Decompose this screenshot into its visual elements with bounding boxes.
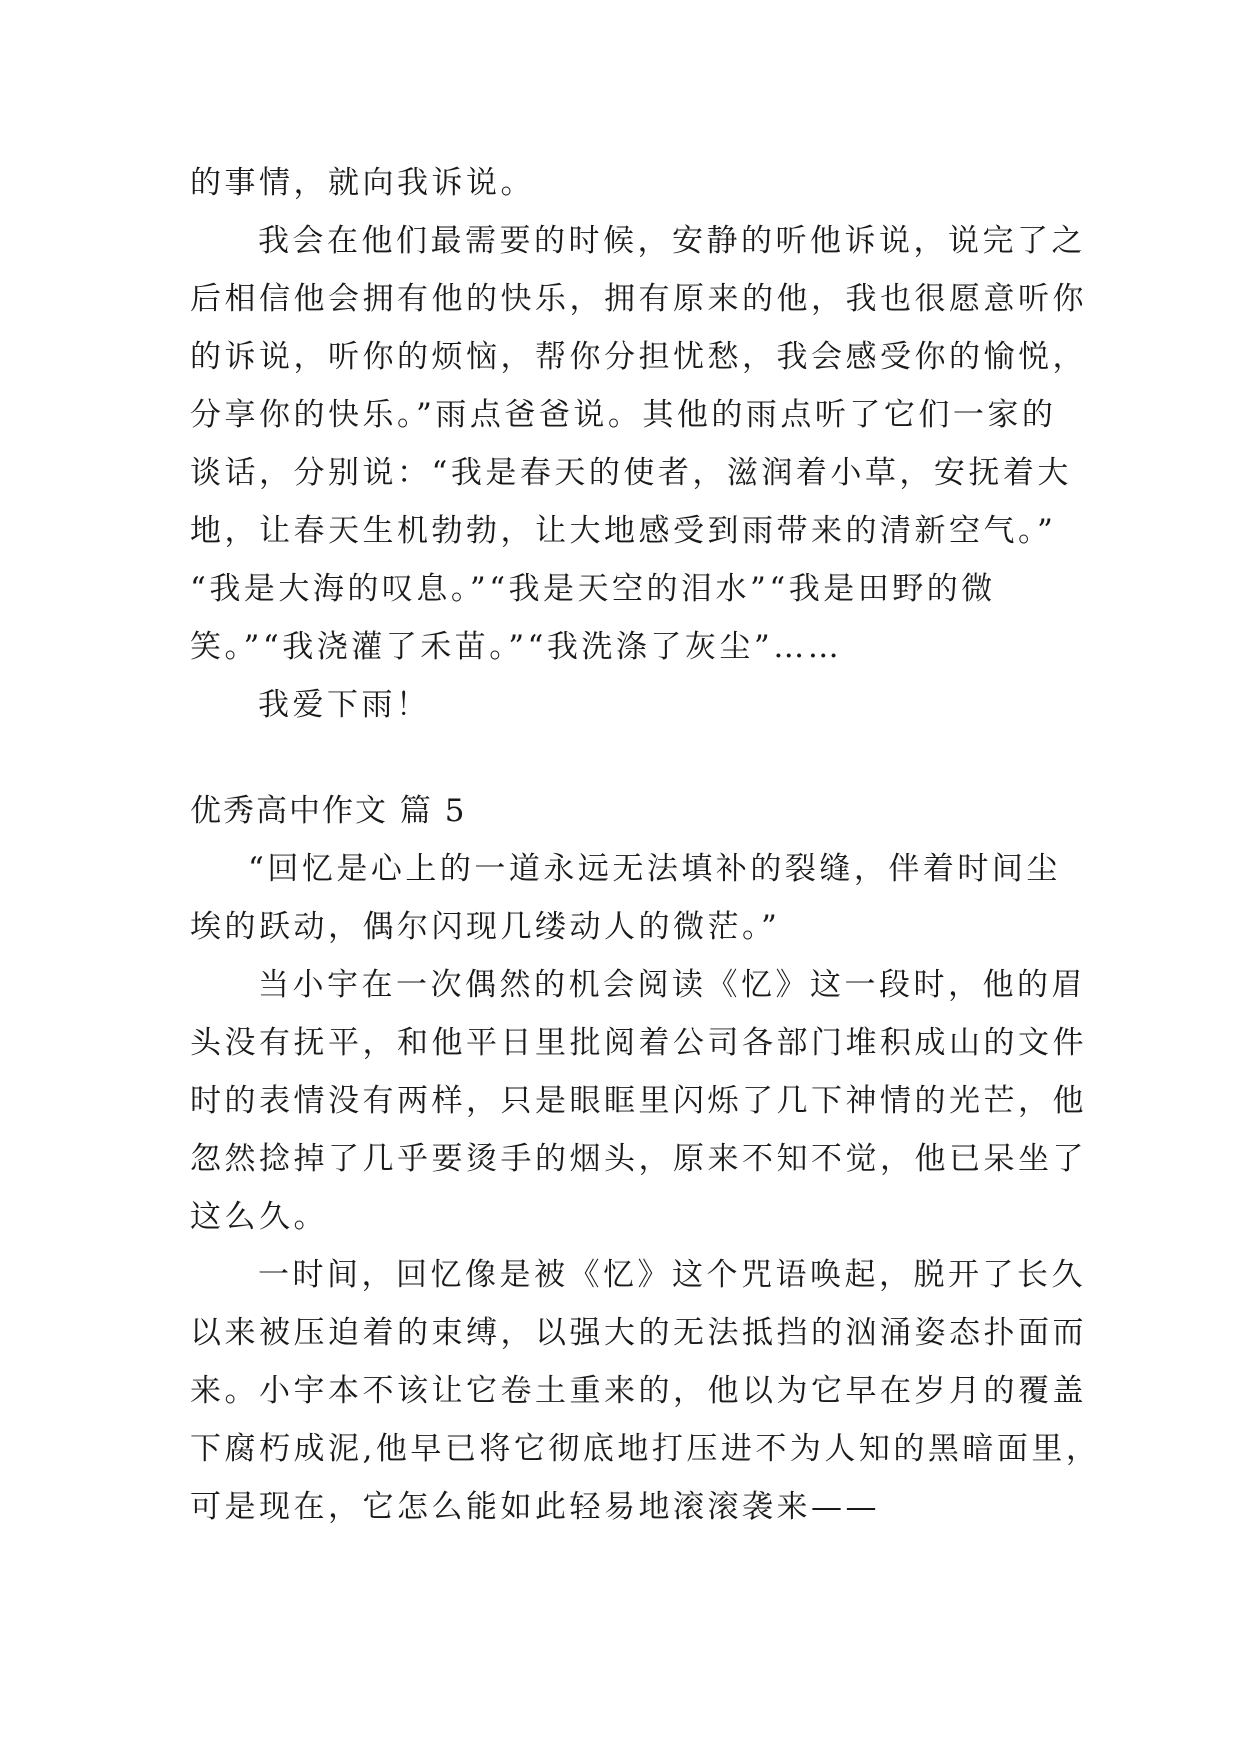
quote-start-line: “回忆是心上的一道永远无法填补的裂缝，伴着时间尘 <box>248 851 1061 887</box>
text-line: 埃的跃动，偶尔闪现几缕动人的微茫。” <box>190 909 781 945</box>
text-line: 以来被压迫着的束缚，以强大的无法抵挡的汹涌姿态扑面而 <box>190 1315 1087 1351</box>
text-line: 笑。”“我浇灌了禾苗。”“我洗涤了灰尘”…… <box>190 629 843 665</box>
text-line: 时的表情没有两样，只是眼眶里闪烁了几下神情的光芒，他 <box>190 1083 1087 1119</box>
text-line: 头没有抚平，和他平日里批阅着公司各部门堆积成山的文件 <box>190 1025 1087 1061</box>
text-line: 可是现在，它怎么能如此轻易地滚滚袭来—— <box>190 1489 880 1525</box>
text-line: 忽然捻掉了几乎要烫手的烟头，原来不知不觉，他已呆坐了 <box>190 1141 1087 1177</box>
text-line: “我是大海的叹息。”“我是天空的泪水”“我是田野的微 <box>190 571 996 607</box>
paragraph-start-line: 一时间，回忆像是被《忆》这个咒语唤起，脱开了长久 <box>258 1257 1086 1293</box>
text-line: 来。小宇本不该让它卷土重来的，他以为它早在岁月的覆盖 <box>190 1373 1087 1409</box>
text-line: 的事情，就向我诉说。 <box>190 165 535 201</box>
text-line: 的诉说，听你的烦恼，帮你分担忧愁，我会感受你的愉悦， <box>190 339 1087 375</box>
text-line: 后相信他会拥有他的快乐，拥有原来的他，我也很愿意听你 <box>190 281 1087 317</box>
document-body <box>190 154 1101 1536</box>
paragraph-start-line: 当小宇在一次偶然的机会阅读《忆》这一段时，他的眉 <box>258 967 1086 1003</box>
section-heading: 优秀高中作文 篇 5 <box>190 793 467 829</box>
text-line: 这么久。 <box>190 1199 328 1235</box>
text-line: 谈话，分别说：“我是春天的使者，滋润着小草，安抚着大 <box>190 455 1072 491</box>
section-spacer <box>190 734 1050 782</box>
paragraph-start-line: 我爱下雨！ <box>258 687 431 723</box>
text-line: 下腐朽成泥,他早已将它彻底地打压进不为人知的黑暗面里， <box>190 1431 1101 1467</box>
text-line: 分享你的快乐。”雨点爸爸说。其他的雨点听了它们一家的 <box>190 397 1057 433</box>
text-line: 地，让春天生机勃勃，让大地感受到雨带来的清新空气。” <box>190 513 1057 549</box>
paragraph-start-line: 我会在他们最需要的时候，安静的听他诉说，说完了之 <box>258 223 1086 259</box>
